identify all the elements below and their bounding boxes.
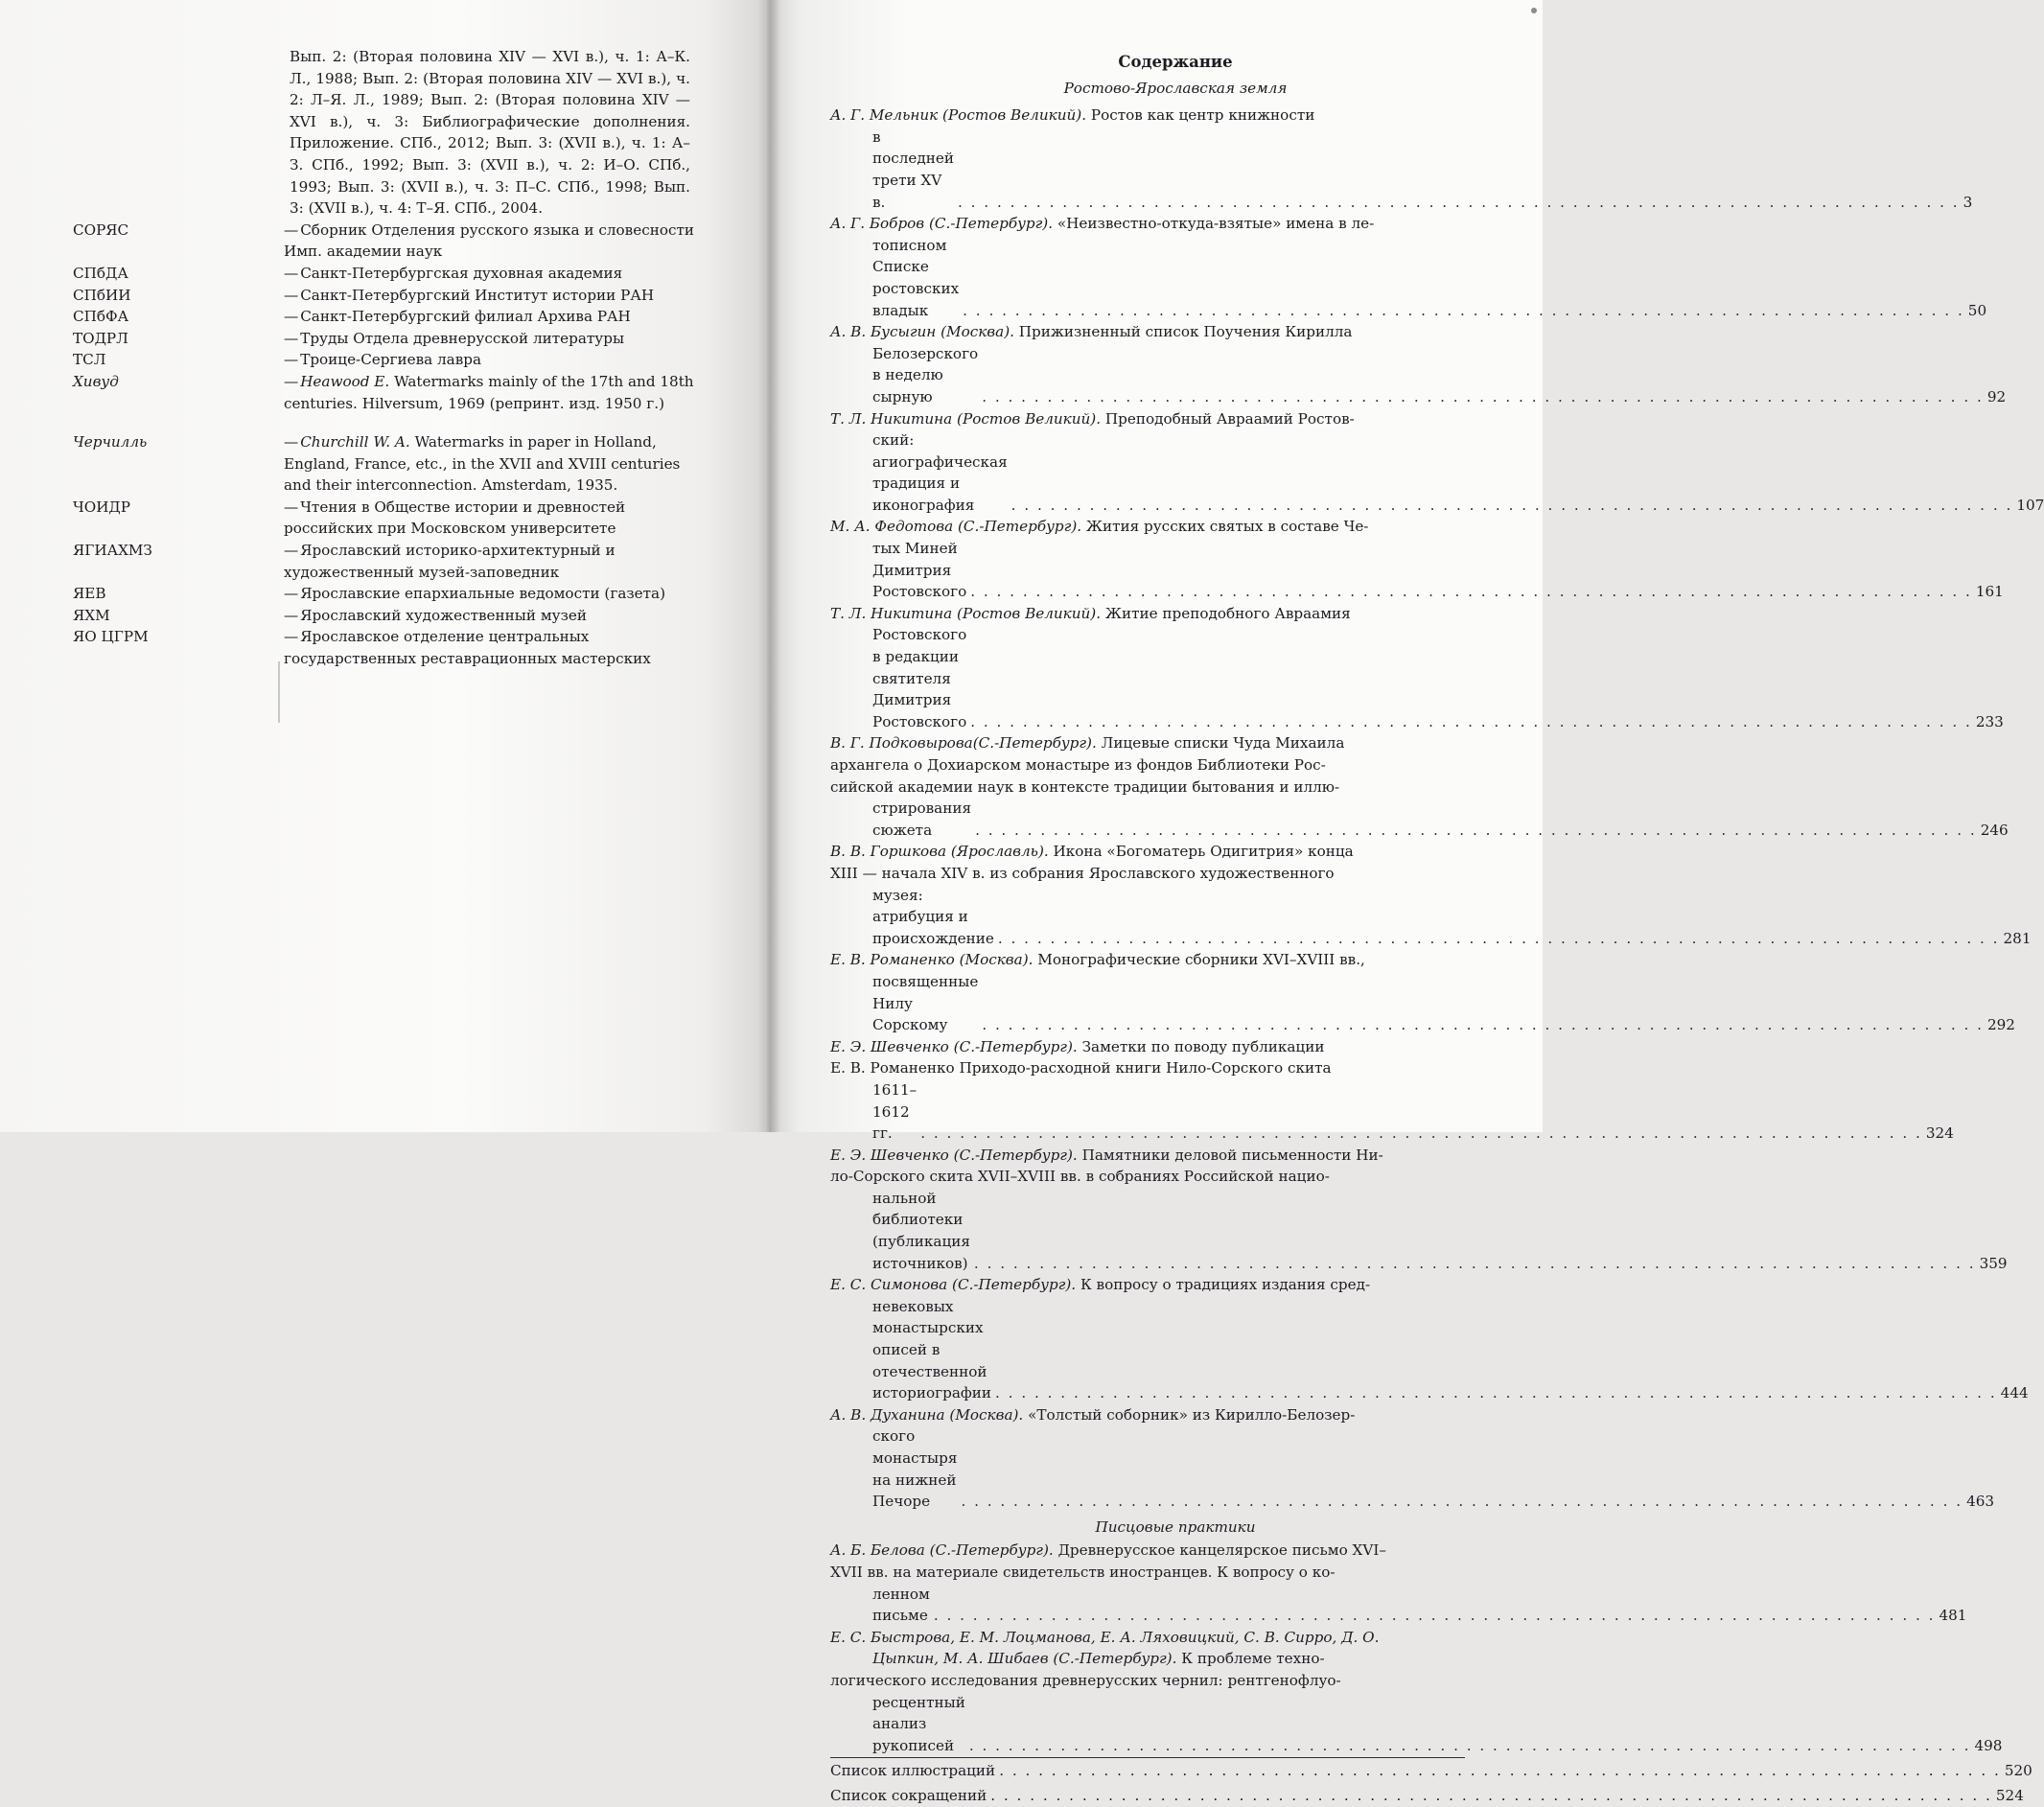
abbreviation-text: Троице-Сергиева лавра <box>300 351 482 369</box>
leader-dots: . . . . . . . . . . . . . . . . . . . . . . . . . . . . . . . . . . . . . . . . . . . . . . . . . . . . . . . . . . . . . . . . . . . . . . . . . . . . . <box>957 193 1960 211</box>
abbreviation-term: ЯГИАХМЗ <box>73 542 152 560</box>
toc-page-number: 481 <box>1939 1607 1967 1625</box>
toc-page-number: 107 <box>2016 496 2044 514</box>
abbreviation-text: Санкт-Петербургский филиал Архива РАН <box>300 308 631 326</box>
toc-entry-author: А. Г. Мельник (Ростов Великий). <box>830 106 1087 125</box>
toc-entry-body <box>830 841 1482 884</box>
toc-entry-last-line <box>872 798 2009 841</box>
toc-entry-line: в последней трети XV в. <box>872 127 954 211</box>
toc-entry-body <box>830 1145 1482 1188</box>
toc-entry-author: А. Б. Белова (С.-Петербург). <box>830 1541 1054 1560</box>
toc-page-number: 50 <box>1967 301 1987 319</box>
toc-entry-last-line <box>872 1188 2008 1274</box>
toc-entry-line: архангела о Дохиарском монастыре из фондов Библиотеки Рос- <box>830 756 1326 774</box>
toc-entry-line: ресцентный анализ рукописей <box>872 1693 965 1754</box>
corner-mark <box>1531 8 1537 13</box>
toc-section-heading: Писцовые практики <box>1095 1517 1256 1536</box>
toc-entry-first-line <box>830 516 1415 538</box>
toc-page-number: 92 <box>1986 387 2007 405</box>
toc-entry-line: Прижизненный список Поучения Кирилла <box>1018 323 1353 341</box>
leader-dots: . . . . . . . . . . . . . . . . . . . . . . . . . . . . . . . . . . . . . . . . . . . . . . . . . . . . . . . . . . . . . . . . . . . . . . . . . . . . . <box>975 821 1977 839</box>
abbreviation-dash: — <box>284 329 299 347</box>
abbreviation-dash: — <box>284 264 299 282</box>
abbreviation-row <box>73 497 706 540</box>
toc-entry-author: Е. В. Романенко (Москва). <box>830 951 1034 969</box>
abbreviation-text: Чтения в Обществе истории и древностей российских при Московском университете <box>284 498 626 538</box>
toc-entry-line: «Неизвестно-откуда-взятые» имена в ле- <box>1057 215 1375 233</box>
leader-dots: . . . . . . . . . . . . . . . . . . . . . . . . . . . . . . . . . . . . . . . . . . . . . . . . . . . . . . . . . . . . . . . . . . . . . . . . . . . . . <box>920 1124 1922 1143</box>
toc-entry-line: Ростов как центр книжности <box>1090 106 1315 125</box>
leader-dots: . . . . . . . . . . . . . . . . . . . . . . . . . . . . . . . . . . . . . . . . . . . . . . . . . . . . . . . . . . . . . . . . . . . . . . . . . . . . . <box>990 1786 1992 1804</box>
toc-entry-line: логического исследования древнерусских чернил: рентгенофлуо- <box>830 1671 1341 1689</box>
toc-entry <box>830 213 1987 321</box>
abbreviation-row <box>73 626 706 669</box>
abbreviation-dash: — <box>284 220 299 239</box>
toc-entry-line: Белозерского в неделю сырную <box>872 344 979 405</box>
toc-entry-first-line <box>830 1540 1415 1562</box>
abbreviation-text: Ярославские епархиальные ведомости (газета) <box>300 585 666 603</box>
toc-entry <box>830 841 2032 949</box>
toc-entry-last-line <box>872 1296 2029 1404</box>
toc-entry <box>830 516 2004 602</box>
abbreviation-dash: — <box>284 498 299 516</box>
abbreviation-term: ЯО ЦГРМ <box>73 628 149 646</box>
leader-dots: . . . . . . . . . . . . . . . . . . . . . . . . . . . . . . . . . . . . . . . . . . . . . . . . . . . . . . . . . . . . . . . . . . . . . . . . . . . . . <box>982 387 1984 405</box>
abbreviation-definition <box>284 497 706 540</box>
toc-entry-line: Лицевые списки Чуда Михаила <box>1101 734 1345 753</box>
toc-entry-last-line <box>872 343 2007 408</box>
toc-entry-body <box>830 1274 1482 1296</box>
toc-entry-first-line <box>830 1274 1415 1296</box>
toc-appendix-title: Список сокращений <box>830 1786 987 1804</box>
abbreviation-definition <box>284 626 706 669</box>
toc-entry-line: Ростовского в редакции святителя Димитрия Ростовского <box>872 626 967 730</box>
abbreviation-term: СПбДА <box>73 264 128 282</box>
abbreviation-dash: — <box>284 606 299 624</box>
toc-entry-body <box>830 732 1482 798</box>
toc-entry <box>830 1036 1954 1145</box>
toc-entry-line: К проблеме техно- <box>1181 1650 1325 1668</box>
abbreviation-author: Heawood E. <box>300 372 390 390</box>
toc-entry-last-line <box>872 1584 1967 1627</box>
toc-entry-author: Е. Э. Шевченко (С.-Петербург). <box>830 1146 1078 1164</box>
abbreviation-row <box>73 605 706 627</box>
abbreviation-dash: — <box>284 542 299 560</box>
leader-dots: . . . . . . . . . . . . . . . . . . . . . . . . . . . . . . . . . . . . . . . . . . . . . . . . . . . . . . . . . . . . . . . . . . . . . . . . . . . . . <box>968 1736 1971 1754</box>
toc-entry <box>830 408 2044 517</box>
toc-entry-author: В. Г. Подковырова(С.-Петербург). <box>830 734 1097 753</box>
toc-page-number: 161 <box>1975 583 2004 601</box>
leader-dots: . . . . . . . . . . . . . . . . . . . . . . . . . . . . . . . . . . . . . . . . . . . . . . . . . . . . . . . . . . . . . . . . . . . . . . . . . . . . . <box>995 1384 1997 1402</box>
toc-entry-line: Жития русских святых в составе Че- <box>1085 518 1369 536</box>
abbreviation-row <box>73 371 706 414</box>
toc-separator <box>830 1757 1465 1758</box>
toc-entry-author: А. В. Духанина (Москва). <box>830 1405 1024 1424</box>
toc-entry-last-line <box>872 127 1973 213</box>
toc-entry-first-line <box>830 732 1415 754</box>
toc-entry-last-line <box>872 885 2032 950</box>
abbreviation-term: СОРЯС <box>73 220 129 239</box>
book-gutter <box>757 0 780 1132</box>
toc-entry <box>830 603 2004 733</box>
toc-entry-line: XVII вв. на материале свидетельств иностранцев. К вопросу о ко- <box>830 1563 1336 1581</box>
abbreviation-term: СПбФА <box>73 308 129 326</box>
abbreviation-text: Сборник Отделения русского языка и словесности Имп. академии наук <box>284 220 695 261</box>
toc-entry-last-line <box>872 624 2004 732</box>
toc-entry-body <box>830 1627 1482 1692</box>
toc-entry-last-line <box>872 971 2015 1036</box>
toc-page-number: 444 <box>2000 1384 2029 1402</box>
toc-entry-line: Памятники деловой письменности Ни- <box>1081 1146 1383 1164</box>
toc-entry-line: ский: агиографическая традиция и иконография <box>872 431 1008 514</box>
toc-entry-author: Т. Л. Никитина (Ростов Великий). <box>830 409 1102 428</box>
table-of-contents <box>830 52 2044 1807</box>
toc-entry-line: К вопросу о традициях издания сред- <box>1080 1276 1371 1294</box>
toc-entry-line: ского монастыря на нижней Печоре <box>872 1427 958 1511</box>
leader-dots: . . . . . . . . . . . . . . . . . . . . . . . . . . . . . . . . . . . . . . . . . . . . . . . . . . . . . . . . . . . . . . . . . . . . . . . . . . . . . <box>982 1016 1984 1034</box>
toc-entry-first-line <box>830 321 1415 343</box>
abbreviation-term: Черчилль <box>73 433 148 452</box>
toc-entry-line: стрирования сюжета <box>872 799 972 839</box>
abbreviation-row <box>73 306 706 328</box>
toc-entry-first-line <box>830 841 1415 863</box>
toc-page-number: 359 <box>1979 1254 2008 1272</box>
leader-dots: . . . . . . . . . . . . . . . . . . . . . . . . . . . . . . . . . . . . . . . . . . . . . . . . . . . . . . . . . . . . . . . . . . . . . . . . . . . . . <box>999 1762 2001 1780</box>
toc-entry-author: А. Г. Бобров (С.-Петербург). <box>830 215 1054 233</box>
abbreviation-row <box>73 349 706 371</box>
toc-entry-body <box>830 408 1482 430</box>
abbreviation-dash: — <box>284 351 299 369</box>
toc-entry <box>830 1404 1995 1513</box>
toc-entry <box>830 949 2015 1035</box>
abbreviation-term: ТСЛ <box>73 351 106 369</box>
abbreviation-term: ЯЕВ <box>73 585 106 603</box>
toc-entry-body <box>830 603 1482 625</box>
abbreviation-definition <box>284 328 706 350</box>
abbreviation-definition <box>284 220 706 263</box>
toc-entry-author: Е. С. Быстрова, Е. М. Лоцманова, Е. А. Ляховицкий, С. В. Сирро, Д. О. Цыпкин, М. А. Шибаев (С.-Петербург). <box>830 1628 1380 1668</box>
toc-appendix-title: Список иллюстраций <box>830 1762 996 1780</box>
toc-entry-line: 1611–1612 гг. <box>872 1080 917 1143</box>
toc-entry-author: Т. Л. Никитина (Ростов Великий). <box>830 604 1102 622</box>
toc-entry-author: Е. С. Симонова (С.-Петербург). <box>830 1276 1077 1294</box>
leader-dots: . . . . . . . . . . . . . . . . . . . . . . . . . . . . . . . . . . . . . . . . . . . . . . . . . . . . . . . . . . . . . . . . . . . . . . . . . . . . . <box>973 1254 1976 1272</box>
abbreviation-row <box>73 285 706 307</box>
abbreviation-text: Watermarks mainly of the 17th and 18th centuries. Hilversum, 1969 (репринт. изд. 1950 г.) <box>284 372 694 412</box>
toc-entry-body <box>830 1540 1482 1583</box>
toc-entry-first-line <box>830 949 1415 971</box>
abbreviation-definition <box>284 371 706 414</box>
toc-entry-line: нальной библиотеки (публикация источников) <box>872 1189 970 1272</box>
abbreviation-text: Ярославское отделение центральных государственных реставрационных мастерских <box>284 628 651 668</box>
toc-entry <box>830 321 2007 407</box>
abbreviation-definition <box>284 263 706 285</box>
abbreviation-dash: — <box>284 585 299 603</box>
toc-entry-author: В. В. Горшкова (Ярославль). <box>830 843 1049 861</box>
toc-entry-first-line <box>830 408 1415 430</box>
toc-entry-author: А. В. Бусыгин (Москва). <box>830 323 1014 341</box>
toc-entry-first-line <box>830 1145 1415 1167</box>
toc-entry-first-line <box>830 1627 1415 1670</box>
toc-page-number: 3 <box>1963 193 1973 211</box>
toc-entry <box>830 1274 2029 1404</box>
toc-page-number: 246 <box>1980 821 2009 839</box>
toc-section-heading: Ростово-Ярославская земля <box>1063 79 1288 97</box>
toc-page-number: 233 <box>1975 712 2004 730</box>
toc-entry-first-line <box>830 213 1415 235</box>
bleed-through-line <box>278 661 280 723</box>
abbreviation-text: Санкт-Петербургская духовная академия <box>300 264 623 282</box>
toc-page-number: 524 <box>1995 1786 2024 1804</box>
abbreviation-term: ЯХМ <box>73 606 110 624</box>
abbreviation-dash: — <box>284 433 299 452</box>
toc-appendix-row <box>830 1785 2024 1807</box>
abbreviation-dash: — <box>284 308 299 326</box>
toc-page-number: 281 <box>2003 929 2032 947</box>
abbreviation-row <box>73 540 706 583</box>
abbreviation-row <box>73 431 706 497</box>
abbreviation-continuation: Вып. 2: (Вторая половина XIV — XVI в.), ч. 1: А–К. Л., 1988; Вып. 2: (Вторая половина XIV — XVI в.), ч. 2: Л–Я. Л., 1989; Вып. 2: (Вторая половина XIV — XVI в.), ч. 3: Библиографические дополнения. Приложение. СПб., 2012; Вып. 3: (XVII в.), ч. 1: А–З. СПб., 1992; Вып. 3: (XVII в.), ч. 2: И–О. СПб., 1993; Вып. 3: (XVII в.), ч. 3: П–С. СПб., 1998; Вып. 3: (XVII в.), ч. 4: Т–Я. СПб., 2004. <box>290 48 690 218</box>
toc-entry-last-line <box>872 429 2044 516</box>
toc-entry-body <box>830 321 1482 343</box>
abbreviation-definition <box>284 605 706 627</box>
abbreviation-definition <box>284 583 706 605</box>
abbreviation-definition <box>284 306 706 328</box>
toc-entry <box>830 1145 2008 1275</box>
toc-entry <box>830 732 2009 841</box>
toc-entry-body <box>830 1404 1482 1426</box>
toc-entry-line: невековых монастырских описей в отечественной историографии <box>872 1297 992 1402</box>
abbreviation-definition <box>284 285 706 307</box>
spacer <box>73 414 706 431</box>
toc-entry-line: тых Миней Димитрия Ростовского <box>872 540 967 601</box>
toc-entry-first-line <box>830 603 1415 625</box>
toc-entry-line: Житие преподобного Авраамия <box>1104 604 1351 622</box>
toc-entry-line: Древнерусское канцелярское письмо XVI– <box>1057 1541 1386 1560</box>
abbreviations-list <box>73 46 706 670</box>
toc-entry-first-line <box>830 1036 1415 1058</box>
toc-entry-line: «Толстый соборник» из Кирилло-Белозер- <box>1028 1405 1356 1424</box>
toc-entry-line: Икона «Богоматерь Одигитрия» конца <box>1053 843 1354 861</box>
toc-entry-last-line <box>872 235 1987 321</box>
abbreviation-row <box>73 583 706 605</box>
toc-entry-last-line <box>872 1692 2003 1757</box>
abbreviation-definition <box>284 540 706 583</box>
toc-entry-line: ленном письме <box>872 1585 930 1625</box>
abbreviation-dash: — <box>284 628 299 646</box>
toc-entry-last-line <box>872 1425 1995 1512</box>
toc-entry-first-line <box>830 1404 1415 1426</box>
toc-page-number: 463 <box>1966 1493 1995 1511</box>
abbreviation-text: Санкт-Петербургский Институт истории РАН <box>300 286 655 304</box>
abbreviation-term: Хивуд <box>73 372 119 390</box>
toc-entry-last-line <box>872 1079 1954 1145</box>
toc-entry-author: Е. Э. Шевченко (С.-Петербург). <box>830 1037 1078 1055</box>
toc-entry <box>830 1627 2003 1757</box>
leader-dots: . . . . . . . . . . . . . . . . . . . . . . . . . . . . . . . . . . . . . . . . . . . . . . . . . . . . . . . . . . . . . . . . . . . . . . . . . . . . . <box>1010 496 2013 514</box>
abbreviation-dash: — <box>284 286 299 304</box>
abbreviation-definition <box>284 431 706 497</box>
leader-dots: . . . . . . . . . . . . . . . . . . . . . . . . . . . . . . . . . . . . . . . . . . . . . . . . . . . . . . . . . . . . . . . . . . . . . . . . . . . . . <box>933 1607 1936 1625</box>
abbreviation-rows <box>73 220 706 670</box>
toc-entry-line: Монографические сборники XVI–XVIII вв., <box>1037 951 1365 969</box>
abbreviation-dash: — <box>284 372 299 390</box>
toc-entry-body <box>830 516 1482 538</box>
toc-entry-line: Заметки по поводу публикации <box>1081 1037 1325 1055</box>
toc-appendix <box>830 1760 2032 1806</box>
leader-dots: . . . . . . . . . . . . . . . . . . . . . . . . . . . . . . . . . . . . . . . . . . . . . . . . . . . . . . . . . . . . . . . . . . . . . . . . . . . . . <box>970 712 1972 730</box>
toc-entry-line: тописном Списке ростовских владык <box>872 236 960 319</box>
abbreviation-text: Труды Отдела древнерусской литературы <box>300 329 625 347</box>
toc-title: Содержание <box>1118 53 1233 71</box>
leader-dots: . . . . . . . . . . . . . . . . . . . . . . . . . . . . . . . . . . . . . . . . . . . . . . . . . . . . . . . . . . . . . . . . . . . . . . . . . . . . . <box>963 301 1964 319</box>
toc-page-number: 520 <box>2004 1762 2032 1780</box>
toc-entry-body <box>830 213 1482 235</box>
toc-entry-line: Е. В. Романенко Приходо-расходной книги Нило-Сорского скита <box>830 1059 1332 1077</box>
toc-entry-line: XIII — начала XIV в. из собрания Ярославского художественного <box>830 864 1335 882</box>
toc-entry-line: посвященные Нилу Сорскому <box>872 972 979 1034</box>
toc-entry-body <box>830 1036 1482 1079</box>
abbreviation-author: Churchill W. A. <box>300 433 410 452</box>
toc-entry-last-line <box>872 538 2004 603</box>
abbreviation-row <box>73 220 706 263</box>
toc-sections <box>830 78 2044 1757</box>
toc-page-number: 498 <box>1974 1736 2003 1754</box>
toc-entry-author: М. А. Федотова (С.-Петербург). <box>830 518 1082 536</box>
toc-entry <box>830 1540 1967 1626</box>
toc-entry-first-line <box>830 104 1415 127</box>
abbreviation-text: Ярославский историко-архитектурный и художественный музей-заповедник <box>284 542 616 581</box>
abbreviation-term: СПбИИ <box>73 286 131 304</box>
leader-dots: . . . . . . . . . . . . . . . . . . . . . . . . . . . . . . . . . . . . . . . . . . . . . . . . . . . . . . . . . . . . . . . . . . . . . . . . . . . . . <box>961 1493 1963 1511</box>
toc-entry-body <box>830 949 1482 971</box>
abbreviation-definition <box>284 349 706 371</box>
abbreviation-text: Ярославский художественный музей <box>300 606 587 624</box>
abbreviation-term: ЧОИДР <box>73 498 131 516</box>
abbreviation-term: ТОДРЛ <box>73 329 128 347</box>
abbreviation-text: Watermarks in paper in Holland, England, France, etc., in the XVII and XVIII centuries and their interconnection. Amsterdam, 1935. <box>284 433 681 495</box>
toc-entry <box>830 104 1973 213</box>
toc-appendix-row <box>830 1760 2032 1782</box>
toc-entry-body <box>830 104 1482 127</box>
leader-dots: . . . . . . . . . . . . . . . . . . . . . . . . . . . . . . . . . . . . . . . . . . . . . . . . . . . . . . . . . . . . . . . . . . . . . . . . . . . . . <box>970 583 1972 601</box>
abbreviation-row <box>73 263 706 285</box>
toc-entry-line: сийской академии наук в контексте традиции бытования и иллю- <box>830 777 1340 796</box>
toc-entry-line: музея: атрибуция и происхождение <box>872 886 994 947</box>
abbreviation-row <box>73 328 706 350</box>
toc-entry-line: Преподобный Авраамий Ростов- <box>1104 409 1355 428</box>
leader-dots: . . . . . . . . . . . . . . . . . . . . . . . . . . . . . . . . . . . . . . . . . . . . . . . . . . . . . . . . . . . . . . . . . . . . . . . . . . . . . <box>997 929 2000 947</box>
toc-page-number: 292 <box>1986 1016 2015 1034</box>
toc-entry-line: ло-Сорского скита XVII–XVIII вв. в собраниях Российской нацио- <box>830 1168 1330 1186</box>
toc-page-number: 324 <box>1925 1124 1954 1143</box>
